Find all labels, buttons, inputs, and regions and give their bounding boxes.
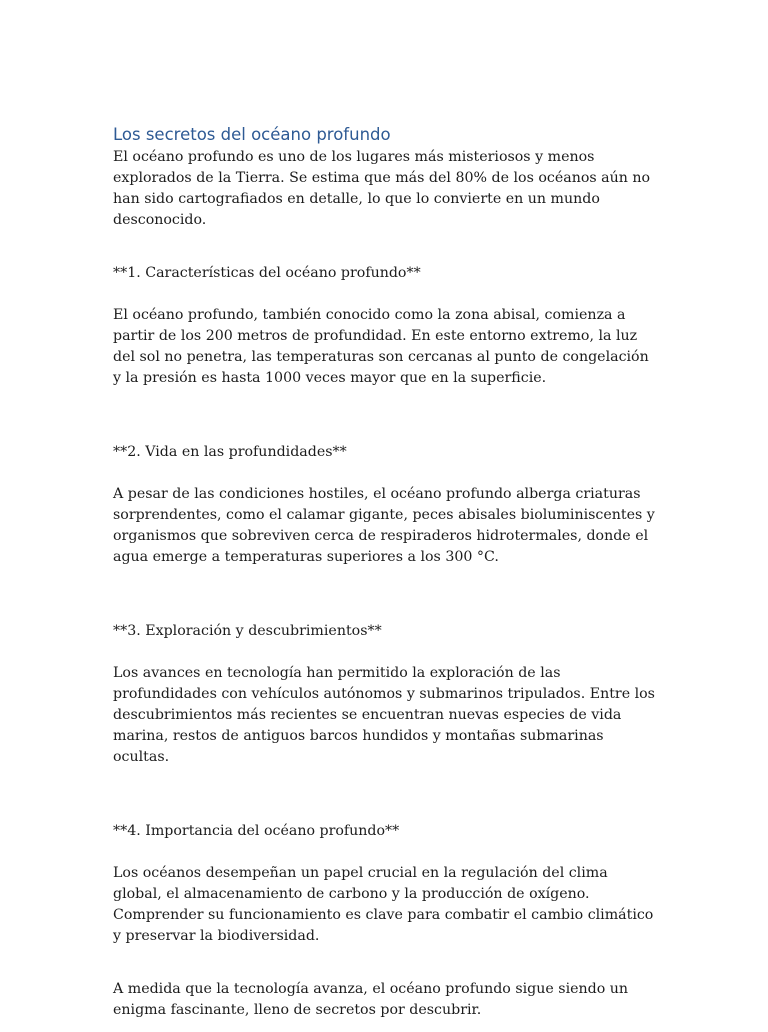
section-4	[113, 800, 658, 968]
document-page	[113, 124, 658, 1032]
document-title: Los secretos del océano profundo	[113, 125, 391, 144]
section-2	[113, 421, 658, 589]
intro-paragraph: El océano profundo es uno de los lugares más misteriosos y menos explorados de la Tierra. Se estima que más del 80% de los océanos aún no han sido cartografiados en detalle, lo que lo convierte en un mundo desconocido.	[113, 149, 651, 228]
section-1-heading: **1. Características del océano profundo**	[113, 265, 421, 281]
section-3-body: Los avances en tecnología han permitido la exploración de las profundidades con vehículos autónomos y submarinos tripulados. Entre los descubrimientos más recientes se encuentran nuevas especies de vida marina, restos de antiguos barcos hundidos y montañas submarinas ocultas.	[113, 665, 655, 765]
section-4-body: Los océanos desempeñan un papel crucial en la regulación del clima global, el almacenamiento de carbono y la producción de oxígeno. Comprender su funcionamiento es clave para combatir el cambio climático y preservar la biodiversidad.	[113, 865, 654, 944]
section-3	[113, 600, 658, 789]
section-4-heading: **4. Importancia del océano profundo**	[113, 823, 400, 839]
section-1	[113, 242, 658, 410]
conclusion-paragraph: A medida que la tecnología avanza, el océano profundo sigue siendo un enigma fascinante, lleno de secretos por descubrir.	[113, 981, 629, 1018]
section-2-heading: **2. Vida en las profundidades**	[113, 444, 347, 460]
section-3-heading: **3. Exploración y descubrimientos**	[113, 623, 382, 639]
section-2-body: A pesar de las condiciones hostiles, el océano profundo alberga criaturas sorprendentes, como el calamar gigante, peces abisales bioluminiscentes y organismos que sobreviven cerca de respiraderos hidrotermales, donde el agua emerge a temperaturas superiores a los 300 °C.	[113, 486, 655, 565]
section-1-body: El océano profundo, también conocido como la zona abisal, comienza a partir de los 200 metros de profundidad. En este entorno extremo, la luz del sol no penetra, las temperaturas son cercanas al punto de congelación y la presión es hasta 1000 veces mayor que en la superficie.	[113, 307, 649, 386]
